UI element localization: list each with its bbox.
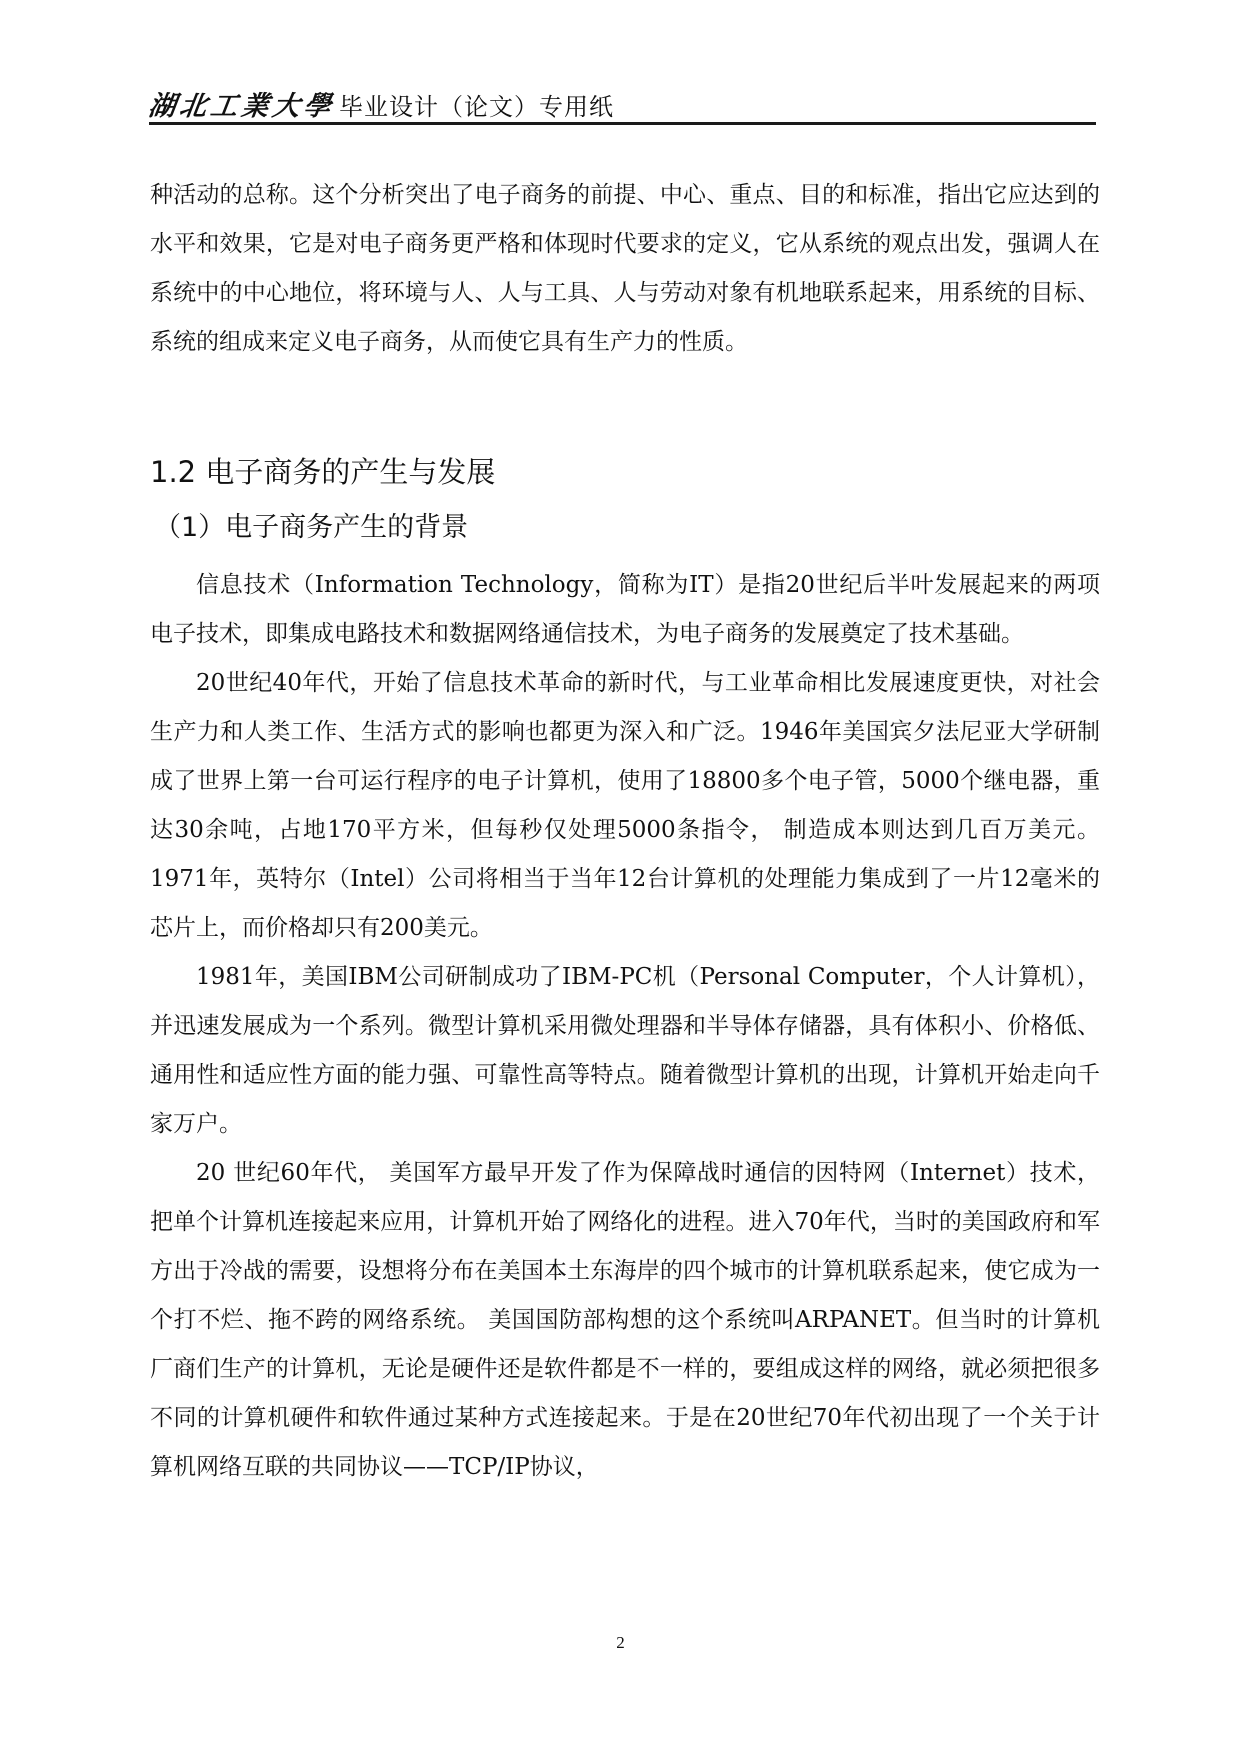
page-header [146,82,1096,125]
paragraph-internet: 20 世纪60年代， 美国军方最早开发了作为保障战时通信的因特网（Internet）技术，把单个计算机连接起来应用，计算机开始了网络化的进程。进入70年代，当时的美国政府和军方出于冷战的需要，设想将分布在美国本土东海岸的四个城市的计算机联系起来，使它成为一个打不烂、拖不跨的网络系统。 美国国防部构想的这个系统叫ARPANET。但当时的计算机厂商们生产的计算机，无论是硬件还是软件都是不一样的，要组成这样的网络，就必须把很多不同的计算机硬件和软件通过某种方式连接起来。于是在20世纪70年代初出现了一个关于计算机网络互联的共同协议——TCP/IP协议， [150,1160,1100,1480]
paragraph-1940s: 20世纪40年代，开始了信息技术革命的新时代，与工业革命相比发展速度更快，对社会生产力和人类工作、生活方式的影响也都更为深入和广泛。1946年美国宾夕法尼亚大学研制成了世界上第一台可运行程序的电子计算机，使用了18800多个电子管，5000个继电器，重达30余吨，占地170平方米，但每秒仅处理5000条指令， 制造成本则达到几百万美元。1971年，英特尔（Intel）公司将相当于当年12台计算机的处理能力集成到了一片12毫米的芯片上，而价格却只有200美元。 [150,670,1100,941]
paragraph-continued: 种活动的总称。这个分析突出了电子商务的前提、中心、重点、目的和标准，指出它应达到的水平和效果，它是对电子商务更严格和体现时代要求的定义，它从系统的观点出发，强调人在系统中的中心地位，将环境与人、人与工具、人与劳动对象有机地联系起来，用系统的目标、系统的组成来定义电子商务，从而使它具有生产力的性质。 [150,182,1100,355]
header-title: 毕业设计（论文）专用纸 [339,93,614,121]
document-body [150,171,1100,1492]
university-logo: 湖北工業大學 [146,91,337,122]
section-heading: 1.2 电子商务的产生与发展 [150,455,496,489]
paragraph-it-definition: 信息技术（Information Technology，简称为IT）是指20世纪后半叶发展起来的两项电子技术，即集成电路技术和数据网络通信技术，为电子商务的发展奠定了技术基础。 [150,572,1100,647]
subsection-heading: （1）电子商务产生的背景 [154,512,469,543]
paragraph-1981-ibm: 1981年，美国IBM公司研制成功了IBM-PC机（Personal Computer，个人计算机），并迅速发展成为一个系列。微型计算机采用微处理器和半导体存储器，具有体积小、价格低、通用性和适应性方面的能力强、可靠性高等特点。随着微型计算机的出现，计算机开始走向千家万户。 [150,964,1100,1137]
page-number: 2 [616,1633,625,1652]
